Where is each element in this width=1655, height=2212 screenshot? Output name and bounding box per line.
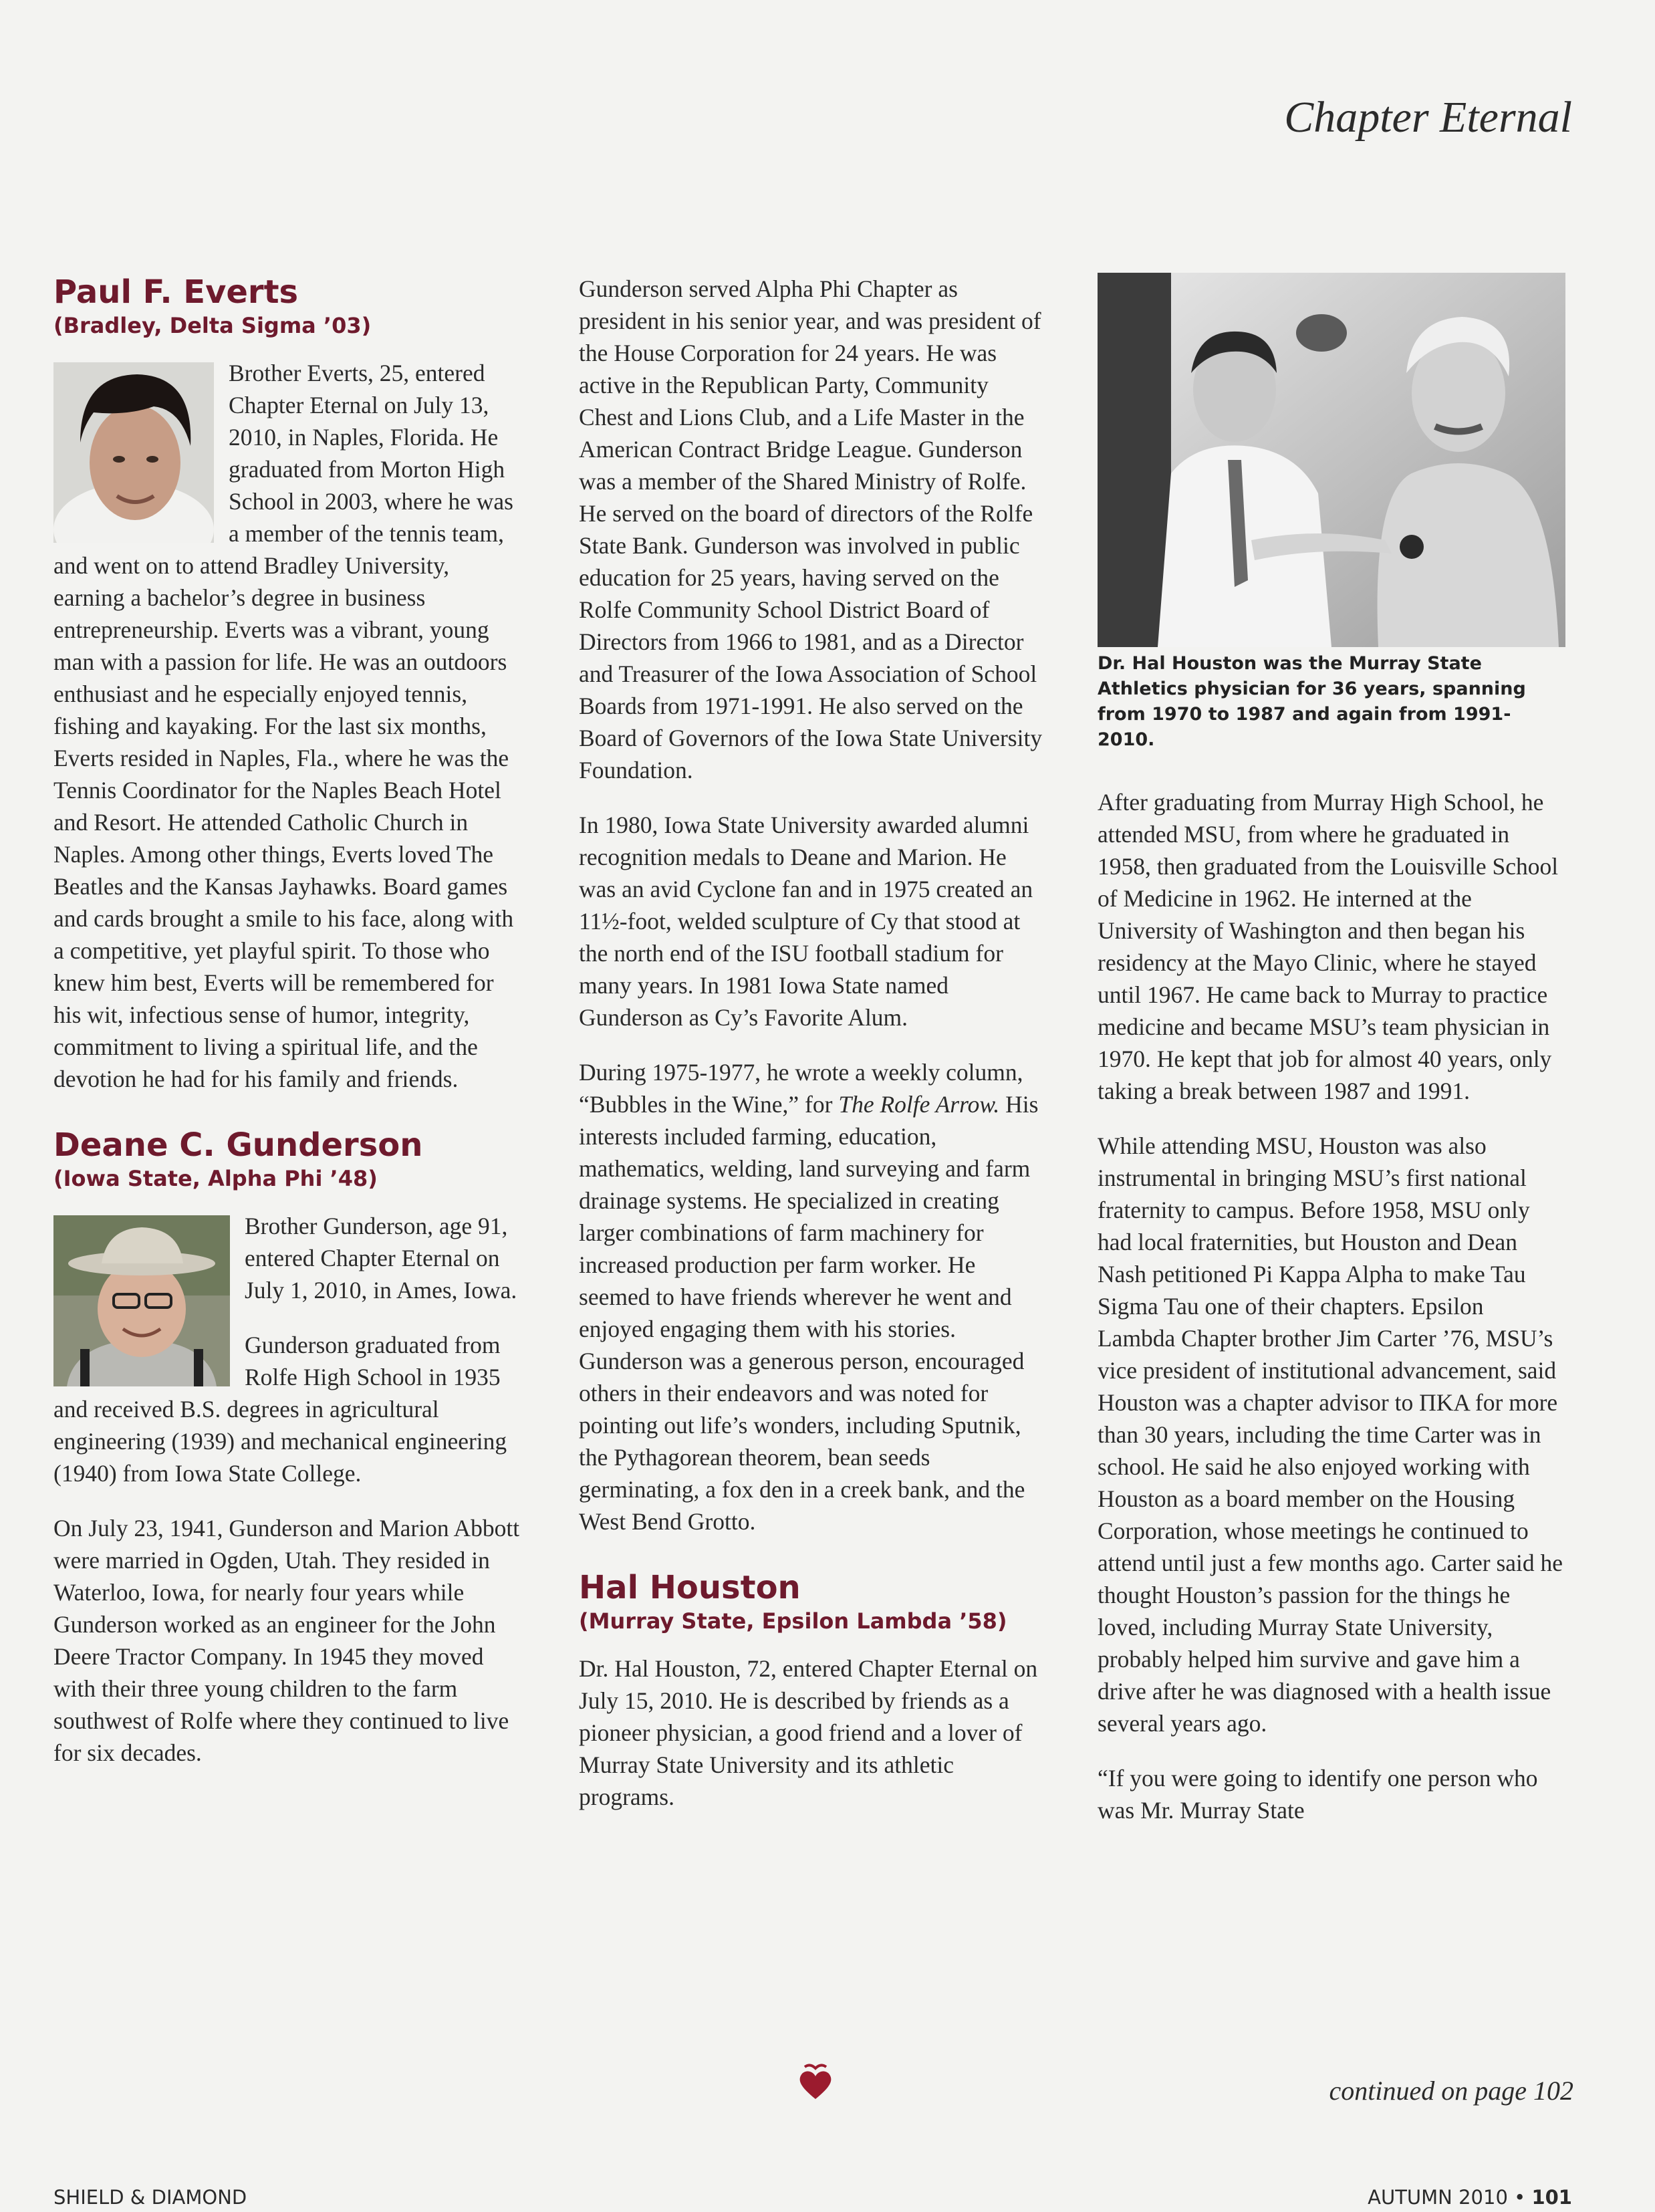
photo-caption: Dr. Hal Houston was the Murray State Athletics physician for 36 years, spanning from 1970 to 1987 and again from 1991-2010. — [1098, 653, 1526, 750]
footer-issue-label: AUTUMN 2010 • — [1368, 2186, 1532, 2209]
gunderson-portrait-photo — [53, 1215, 230, 1386]
obituary-paragraph: Gunderson served Alpha Phi Chapter as president in his senior year, and was president of the House Corporation for 24 years. He was active in the Republican Party, Community Chest and Lions Club, and a Life Master in the American Contract Bridge League. Gunderson was a member of the Shared Ministry of Rolfe. He served on the board of directors of the Rolfe State Bank. Gunderson was involved in public education for 25 years, having served on the Rolfe Community School District Board of Directors from 1966 to 1981, and as a Director and Treasurer of the Iowa Association of School Boards from 1971-1991. He also served on the Board of Governors of the Iowa State University Foundation. — [579, 275, 1043, 783]
page-number: 101 — [1531, 2186, 1572, 2209]
obituary-paragraph: Dr. Hal Houston, 72, entered Chapter Eternal on July 15, 2010. He is described by friends as a pioneer physician, a good friend and a lover of Murray State University and its athletic programs. — [579, 1655, 1038, 1810]
footer-publication: SHIELD & DIAMOND — [53, 2186, 247, 2209]
column-2 — [579, 273, 1047, 1813]
footer-issue — [1368, 2186, 1572, 2209]
continued-note: continued on page 102 — [1329, 2076, 1573, 2106]
obituary-name-houston: Hal Houston — [579, 1569, 801, 1606]
obituary-name-everts: Paul F. Everts — [53, 273, 299, 311]
obituary-affiliation-gunderson: (Iowa State, Alpha Phi ’48) — [53, 1166, 378, 1191]
obituary-paragraph: Brother Everts, 25, entered Chapter Eternal on July 13, 2010, in Naples, Florida. He graduated from Morton High School in 2003, where he was a member of the tennis team, and went on to attend Bradley University, earning a bachelor’s degree in business entrepreneurship. Everts was a vibrant, young man with a passion for life. He was an outdoors enthusiast and he especially enjoyed tennis, fishing and kayaking. For the last six months, Everts resided in Naples, Fla., where he was the Tennis Coordinator for the Naples Beach Hotel and Resort. He attended Catholic Church in Naples. Among other things, Everts loved The Beatles and the Kansas Jayhawks. Board games and cards brought a smile to his face, along with a competitive, yet playful spirit. To those who knew him best, Everts will be remembered for his wit, infectious sense of humor, integrity, commitment to living a spiritual life, and the devotion he had for his family and friends. — [53, 360, 514, 1092]
obituary-paragraph — [579, 1056, 1047, 1538]
running-head: Chapter Eternal — [1284, 93, 1572, 142]
obituary-paragraph: In 1980, Iowa State University awarded alumni recognition medals to Deane and Marion. He was an avid Cyclone fan and in 1975 created an 11½-foot, welded sculpture of Cy that stood at the north end of the ISU football stadium for many years. In 1981 Iowa State named Gunderson as Cy’s Favorite Alum. — [579, 812, 1033, 1031]
obituary-paragraph: After graduating from Murray High School, he attended MSU, from where he graduated in 1958, then graduated from the Louisville School of Medicine in 1962. He interned at the University of Washington and then began his residency at the Mayo Clinic, where he stayed until 1967. He came back to Murray to practice medicine and became MSU’s team physician in 1970. He kept that job for almost 40 years, only taking a break between 1987 and 1991. — [1098, 789, 1559, 1104]
column-1 — [53, 273, 521, 1769]
paragraph-text: His interests included farming, education, mathematics, welding, land surveying and farm drainage systems. He specialized in creating larger combinations of farm machinery for increased production per farm worker. He seemed to have friends wherever he went and enjoyed engaging them with his stories. Gunderson was a generous person, encouraged others in their endeavors and was noted for pointing out life’s wonders, including Sputnik, the Pythagorean theorem, bean seeds germinating, a fox den in a creek bank, and the West Bend Grotto. — [579, 1091, 1039, 1535]
houston-team-physician-photo — [1098, 273, 1565, 647]
heart-icon — [795, 2062, 836, 2102]
obituary-paragraph: On July 23, 1941, Gunderson and Marion Abbott were married in Ogden, Utah. They resided in Waterloo, Iowa, for nearly four years while Gunderson worked as an engineer for the John Deere Tractor Company. In 1945 they moved with their three young children to the farm southwest of Rolfe where they continued to live for six decades. — [53, 1515, 520, 1766]
column-3 — [1098, 273, 1565, 1826]
obituary-paragraph: While attending MSU, Houston was also instrumental in bringing MSU’s first national fraternity to campus. Before 1958, MSU only had local fraternities, but Houston and Dean Nash petitioned Pi Kappa Alpha to make Tau Sigma Tau one of their chapters. Epsilon Lambda Chapter brother Jim Carter ’76, MSU’s vice president of institutional advancement, said Houston was a chapter advisor to ΠΚΑ for more than 30 years, including the time Carter was in school. He said he also enjoyed working with Houston as a board member on the Housing Corporation, whose meetings he continued to attend until just a few months ago. Carter said he thought Houston’s passion for the things he loved, including Murray State University, probably helped him survive and gave him a drive after he was diagnosed with a health issue several years ago. — [1098, 1132, 1563, 1737]
obituary-paragraph: “If you were going to identify one person who was Mr. Murray State — [1098, 1765, 1538, 1824]
obituary-affiliation-everts: (Bradley, Delta Sigma ’03) — [53, 313, 372, 338]
obituary-paragraph: Gunderson graduated from Rolfe High School in 1935 and received B.S. degrees in agricultural engineering (1939) and mechanical engineering (1940) from Iowa State College. — [53, 1332, 507, 1487]
publication-title: The Rolfe Arrow. — [838, 1091, 1000, 1118]
obituary-paragraph: Brother Gunderson, age 91, entered Chapter Eternal on July 1, 2010, in Ames, Iowa. — [245, 1213, 517, 1304]
everts-portrait-photo — [53, 362, 214, 543]
obituary-affiliation-houston: (Murray State, Epsilon Lambda ’58) — [579, 1608, 1007, 1634]
paragraph-text: During 1975-1977, he wrote a weekly column, “Bubbles in the Wine,” for — [579, 1059, 1023, 1118]
obituary-name-gunderson: Deane C. Gunderson — [53, 1126, 423, 1164]
